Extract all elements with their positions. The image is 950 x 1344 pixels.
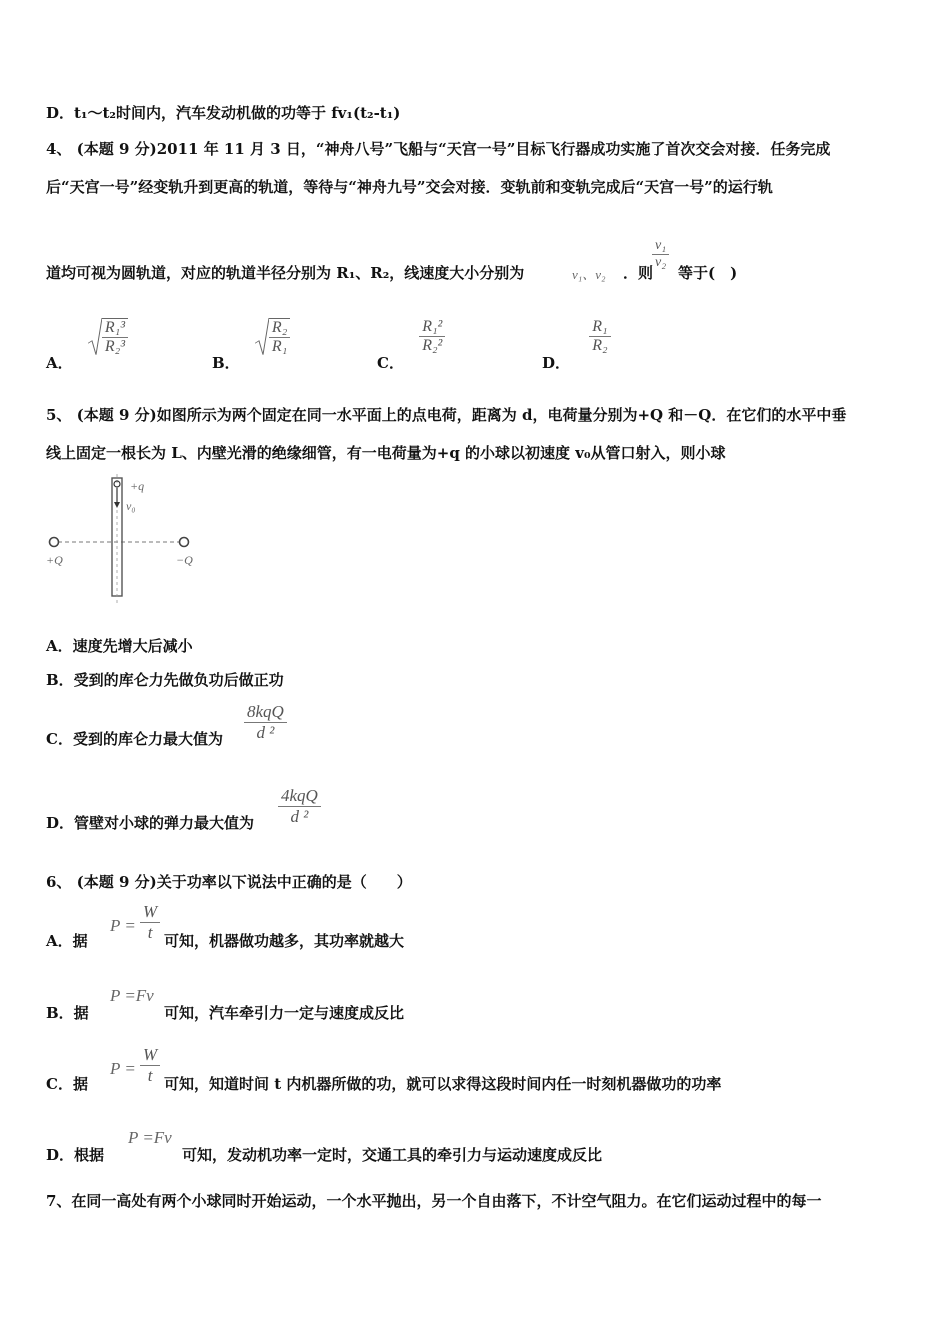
- q4-velocity-symbols: v₁、v₂: [572, 267, 606, 282]
- q5-option-a[interactable]: A．速度先增大后减小: [46, 637, 193, 655]
- q5-stem-line2: 线上固定一根长为 L、内壁光滑的绝缘细管，有一电荷量为+q 的小球以初速度 v₀从管口射入，则小球: [46, 444, 726, 462]
- q4-line3-text: 道均可视为圆轨道，对应的轨道半径分别为 R₁、R₂，线速度大小分别为: [46, 264, 525, 282]
- label-minus-Q: −Q: [176, 553, 193, 567]
- q4-option-c-den: R₂²: [419, 336, 445, 355]
- q6-option-a-lhs: P =: [110, 916, 136, 935]
- q4-stem-line3: [46, 240, 910, 284]
- q4-option-a-den: R₂³: [102, 337, 128, 356]
- q3-option-d: D．t₁～t₂时间内，汽车发动机做的功等于 fv₁(t₂-t₁): [46, 104, 401, 122]
- q6-option-c-lhs: P =: [110, 1059, 136, 1078]
- radical-icon: [255, 318, 269, 356]
- q6-option-a-text: 可知，机器做功越多，其功率就越大: [164, 932, 405, 950]
- q4-option-b-den: R₁: [269, 337, 290, 356]
- q4-equals: 等于( ): [678, 264, 738, 282]
- q4-option-d[interactable]: [542, 318, 611, 372]
- q4-option-b-label: B．: [212, 354, 240, 372]
- q4-option-d-num: R₁: [592, 318, 608, 335]
- q6-option-d-text: 可知，发动机功率一定时，交通工具的牵引力与运动速度成反比: [182, 1146, 603, 1164]
- q5-option-d-num: 4kqQ: [281, 786, 318, 805]
- q6-option-b[interactable]: [46, 984, 910, 1024]
- q5-option-d[interactable]: [46, 784, 910, 836]
- q4-option-c[interactable]: [377, 318, 445, 372]
- label-plus-Q: +Q: [46, 553, 63, 567]
- q4-ratio-den: v₂: [652, 254, 669, 271]
- q6-option-b-formula: P =Fv: [110, 986, 154, 1005]
- q6-option-d[interactable]: [46, 1126, 910, 1166]
- q6-option-c-text: 可知，知道时间 t 内机器所做的功，就可以求得这段时间内任一时刻机器做功的功率: [164, 1075, 722, 1093]
- q4-option-c-label: C．: [377, 353, 404, 372]
- q6-option-c-label: C．据: [46, 1075, 88, 1093]
- label-plus-q: +q: [130, 479, 145, 493]
- label-v0: v₀: [126, 499, 136, 513]
- q7-stem-line1: 7、在同一高处有两个小球同时开始运动，一个水平抛出，另一个自由落下，不计空气阻力。在它们运动过程中的每一: [46, 1192, 822, 1210]
- q5-option-d-fraction: [278, 786, 321, 827]
- q4-then: ．则: [623, 264, 654, 282]
- q4-option-c-num: R₁²: [422, 318, 443, 335]
- q4-option-b-sqrt: [255, 318, 290, 356]
- q5-charges-tube-diagram: [44, 474, 214, 608]
- q5-option-c-text: C．受到的库仑力最大值为: [46, 730, 223, 748]
- arrow-head-icon: [114, 502, 120, 508]
- q6-option-c-fraction: [140, 1045, 160, 1086]
- q4-option-a-label: A．: [46, 354, 73, 372]
- q5-option-c-fraction: [244, 702, 287, 743]
- q5-option-c-num: 8kqQ: [247, 702, 284, 721]
- negative-charge-icon: [180, 538, 189, 547]
- q4-option-a[interactable]: [46, 318, 128, 372]
- q6-option-a-label: A．据: [46, 932, 88, 950]
- q4-stem-line2: 后“天宫一号”经变轨升到更高的轨道，等待与“神舟九号”交会对接．变轨前和变轨完成后“天宫一号”的运行轨: [46, 178, 773, 196]
- q4-ratio-num: v₁: [655, 238, 667, 253]
- q4-option-d-fraction: [589, 318, 610, 355]
- q4-ratio-fraction: [652, 238, 669, 271]
- q5-option-d-den: d ²: [278, 806, 321, 827]
- q6-option-c-num: W: [143, 1045, 158, 1064]
- q4-stem-line1: 4、 (本题 9 分)2011 年 11 月 3 日，“神舟八号”飞船与“天宫一号”目标飞行器成功实施了首次交会对接．任务完成: [46, 140, 831, 158]
- q6-option-a-den: t: [140, 922, 160, 943]
- q4-option-b[interactable]: [212, 318, 290, 372]
- q6-option-b-label: B．据: [46, 1004, 89, 1022]
- q6-option-a[interactable]: [46, 902, 910, 952]
- q5-option-c-den: d ²: [244, 722, 287, 743]
- q5-option-c[interactable]: [46, 700, 910, 752]
- q4-option-d-den: R₂: [589, 336, 610, 355]
- q6-option-d-formula: P =Fv: [128, 1128, 172, 1147]
- q5-stem-line1: 5、 (本题 9 分)如图所示为两个固定在同一水平面上的点电荷，距离为 d，电荷量分别为+Q 和－Q．在它们的水平中垂: [46, 406, 847, 424]
- positive-charge-icon: [50, 538, 59, 547]
- q5-option-d-text: D．管壁对小球的弹力最大值为: [46, 814, 255, 832]
- q5-option-b[interactable]: B．受到的库仑力先做负功后做正功: [46, 671, 284, 689]
- radical-icon: [88, 318, 102, 356]
- q6-option-a-fraction: [140, 902, 160, 943]
- q4-option-a-num: R₁³: [104, 319, 126, 336]
- q6-option-d-label: D．根据: [46, 1146, 105, 1164]
- q6-stem: 6、 (本题 9 分)关于功率以下说法中正确的是（ ）: [46, 873, 412, 891]
- q6-option-c[interactable]: [46, 1044, 910, 1094]
- q4-option-d-label: D．: [542, 353, 571, 372]
- q4-option-a-sqrt: [88, 318, 128, 356]
- q6-option-b-text: 可知，汽车牵引力一定与速度成反比: [164, 1004, 405, 1022]
- q6-option-c-den: t: [140, 1065, 160, 1086]
- q4-option-b-num: R₂: [271, 319, 288, 336]
- q4-option-c-fraction: [419, 318, 445, 355]
- q6-option-a-num: W: [143, 902, 158, 921]
